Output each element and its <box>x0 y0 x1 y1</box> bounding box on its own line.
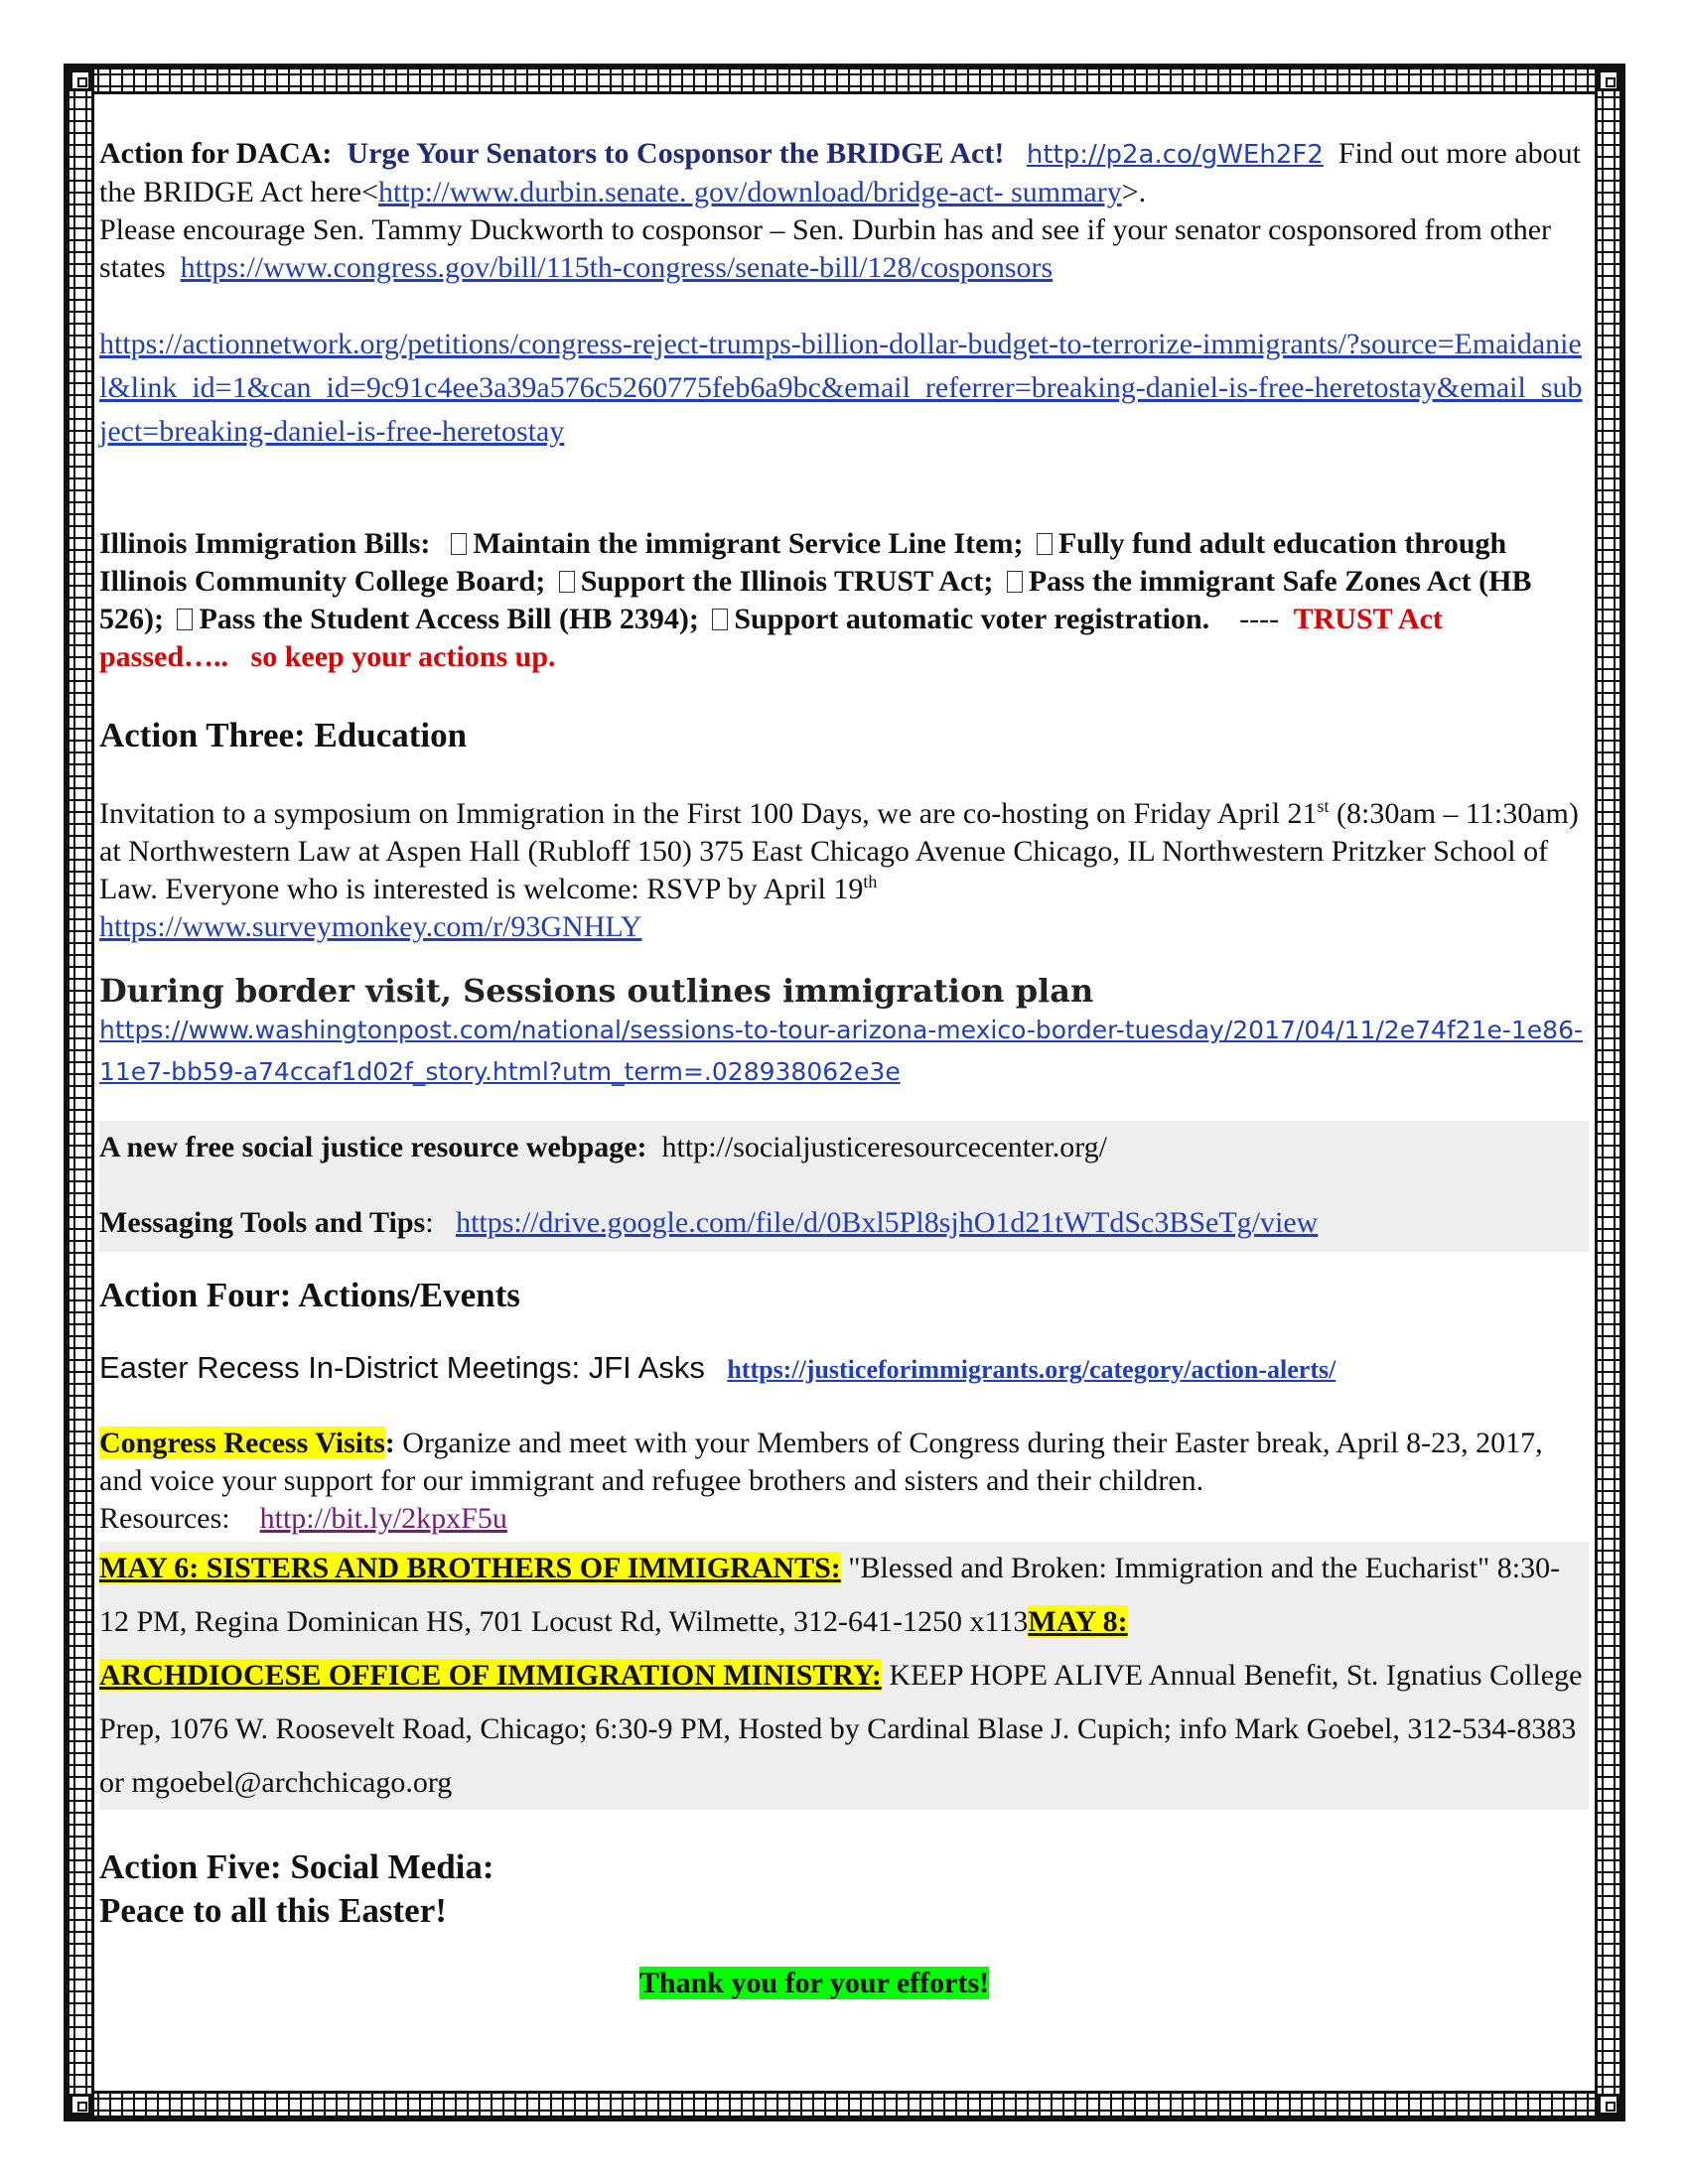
action-five-heading: Action Five: Social Media: <box>99 1847 494 1886</box>
messaging-line <box>99 1204 1589 1242</box>
washingtonpost-link[interactable]: https://www.washingtonpost.com/national/sessions-to-tour-arizona-mexico-border-tuesday/2017/04/11/2e74f21e-1e86-11e7-bb59-a74ccaf1d02f_story.html?utm_term=.028938062e3e <box>99 1016 1584 1086</box>
archdiocese-label: ARCHDIOCESE OFFICE OF IMMIGRATION MINISTRY: <box>99 1659 882 1692</box>
border-visit-link-paragraph <box>99 1010 1589 1093</box>
congress-recess-paragraph <box>99 1425 1589 1538</box>
messaging-label: Messaging Tools and Tips <box>99 1206 426 1239</box>
events-block <box>99 1542 1589 1810</box>
corner-ornament <box>1598 2094 1619 2116</box>
illinois-label: Illinois Immigration Bills: <box>99 527 431 560</box>
illinois-item-1: Maintain the immigrant Service Line Item; <box>473 527 1024 560</box>
messaging-colon: : <box>425 1206 434 1239</box>
illinois-item-2: Fully fund adult education through Illinois Community College Board; <box>99 527 1507 598</box>
encourage-text: Please encourage Sen. Tammy Duckworth to cosponsor – Sen. Durbin has and see if your senator cosponsored from other states <box>99 213 1552 284</box>
action-four-heading: Action Four: Actions/Events <box>99 1276 520 1314</box>
illinois-bills-paragraph <box>99 525 1589 676</box>
newsletter-content <box>99 135 1589 2002</box>
congress-cosponsors-link[interactable]: https://www.congress.gov/bill/115th-congress/senate-bill/128/cosponsors <box>180 251 1054 284</box>
action-three-heading: Action Three: Education <box>99 716 468 754</box>
border-top <box>70 69 1619 94</box>
find-out-end: >. <box>1121 176 1147 208</box>
illinois-item-6: Support automatic voter registration. <box>734 603 1210 635</box>
resource-url: http://socialjusticeresourcecenter.org/ <box>661 1131 1108 1163</box>
symposium-sup-1: st <box>1317 796 1330 816</box>
p2a-link[interactable]: http://p2a.co/gWEh2F2 <box>1026 140 1324 170</box>
keep-actions-up: so keep your actions up. <box>250 640 556 673</box>
petition-paragraph <box>99 323 1589 454</box>
symposium-paragraph <box>99 795 1589 946</box>
petition-link[interactable]: https://actionnetwork.org/petitions/congress-reject-trumps-billion-dollar-budget-to-terrorize-immigrants/?source=Emaidaniel&link_id=1&can_id=9c91c4ee3a39a576c5260775feb6a9bc&email_referrer=breaking-daniel-is-free-heretostay&email_subject=breaking-daniel-is-free-heretostay <box>99 328 1583 448</box>
checkbox-icon <box>1037 533 1053 555</box>
surveymonkey-link[interactable]: https://www.surveymonkey.com/r/93GNHLY <box>99 910 642 943</box>
congress-recess-colon: : <box>384 1427 395 1459</box>
may8-text: KEEP HOPE ALIVE Annual Benefit, St. Ignatius College Prep, 1076 W. Roosevelt Road, Chicago; 6:30-9 PM, Hosted by Cardinal Blase J. Cupich; info Mark Goebel, 312-534-8383 or mgoebel@archchicago.org <box>99 1659 1583 1799</box>
border-bottom <box>70 2091 1619 2116</box>
corner-ornament <box>70 69 91 91</box>
congress-recess-label: Congress Recess Visits <box>99 1427 385 1459</box>
symposium-text-1: Invitation to a symposium on Immigration in the First 100 Days, we are co-hosting on Friday April 21 <box>99 797 1318 830</box>
may8-label: MAY 8: <box>1028 1605 1128 1638</box>
daca-label: Action for DACA: <box>99 137 333 170</box>
border-left <box>70 69 94 2116</box>
corner-ornament <box>70 2094 91 2116</box>
illinois-item-3: Support the Illinois TRUST Act; <box>580 565 994 598</box>
illinois-item-5: Pass the Student Access Bill (HB 2394); <box>199 603 699 635</box>
may6-text: "Blessed and Broken: Immigration and the Eucharist" 8:30-12 PM, Regina Dominican HS, 701 Locust Rd, Wilmette, 312-641-1250 x113 <box>99 1552 1561 1638</box>
resource-block <box>99 1121 1589 1252</box>
peace-line: Peace to all this Easter! <box>99 1891 447 1930</box>
may6-label: MAY 6: SISTERS AND BROTHERS OF IMMIGRANTS: <box>99 1552 841 1584</box>
illinois-item-4: Pass the immigrant Safe Zones Act (HB 526); <box>99 565 1532 635</box>
bridge-act-headline: Urge Your Senators to Cosponsor the BRIDGE Act! <box>347 137 1005 170</box>
durbin-link[interactable]: http://www.durbin.senate. gov/download/bridge-act- summary <box>378 176 1122 208</box>
dashes: ---- <box>1239 603 1280 635</box>
resource-label: A new free social justice resource webpage: <box>99 1131 647 1163</box>
symposium-text-2: (8:30am – 11:30am) at Northwestern Law at Aspen Hall (Rubloff 150) 375 East Chicago Avenue Chicago, IL Northwestern Pritzker School of Law. Everyone who is interested is welcome: RSVP by April 19 <box>99 797 1579 905</box>
border-right <box>1595 69 1619 2116</box>
resources-label: Resources: <box>99 1502 230 1535</box>
congress-recess-text: Organize and meet with your Members of Congress during their Easter break, April 8-23, 2017, and voice your support for our immigrant and refugee brothers and sisters and their children. <box>99 1427 1543 1497</box>
easter-recess-text: Easter Recess In-District Meetings: JFI Asks <box>99 1350 705 1385</box>
resource-line <box>99 1129 1589 1166</box>
find-out-text: Find out more about the BRIDGE Act here< <box>99 137 1582 208</box>
daca-paragraph <box>99 135 1589 287</box>
google-drive-link[interactable]: https://drive.google.com/file/d/0Bxl5Pl8sjhO1d21tWTdSc3BSeTg/view <box>456 1206 1319 1239</box>
checkbox-icon <box>177 609 193 630</box>
corner-ornament <box>1598 69 1619 91</box>
checkbox-icon <box>1007 571 1023 593</box>
checkbox-icon <box>712 609 728 630</box>
thank-you-message: Thank you for your efforts! <box>638 1967 990 1999</box>
checkbox-icon <box>451 533 467 555</box>
thanks-line <box>99 1965 1589 2002</box>
jfi-action-alerts-link[interactable]: https://justiceforimmigrants.org/category/action-alerts/ <box>727 1355 1336 1384</box>
symposium-sup-2: th <box>863 872 878 891</box>
border-visit-headline: During border visit, Sessions outlines immigration plan <box>99 972 1094 1010</box>
checkbox-icon <box>559 571 575 593</box>
bitly-link[interactable]: http://bit.ly/2kpxF5u <box>259 1502 507 1535</box>
easter-recess-line <box>99 1349 1589 1389</box>
trust-act-passed: TRUST Act passed….. <box>99 603 1443 673</box>
